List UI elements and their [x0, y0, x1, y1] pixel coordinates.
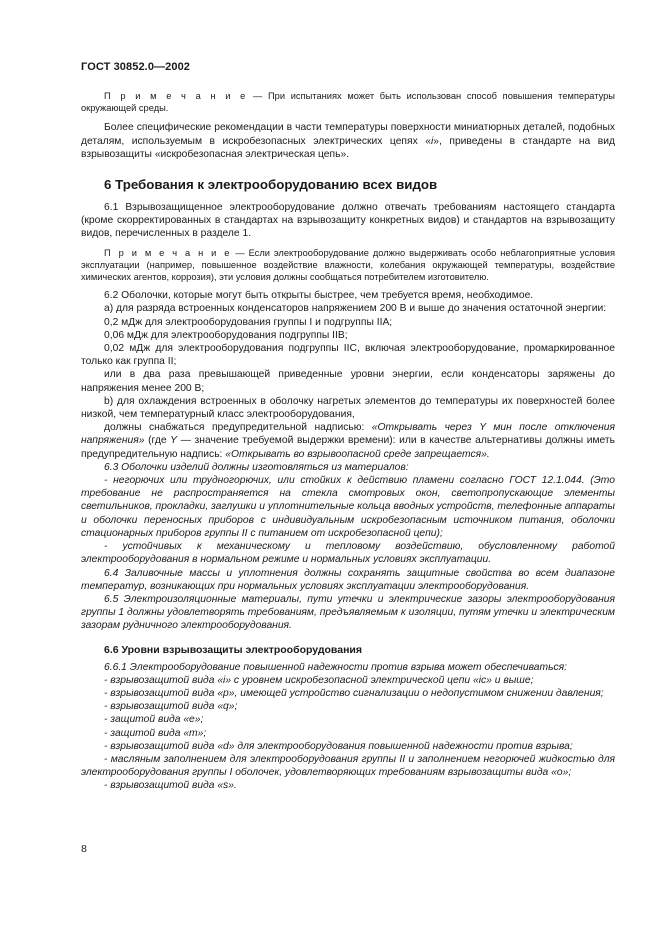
section-6-heading: 6 Требования к электрооборудованию всех видов	[104, 177, 438, 193]
warning-inscription: «Открывать через Y мин после отключения напряжения»	[81, 422, 615, 447]
list-item: - защитой вида «е»;	[104, 714, 204, 726]
note-label: П р и м е ч а н и е	[104, 247, 232, 258]
paragraph-6-6-1: 6.6.1 Электрооборудование повышенной надежности против взрыва может обеспечиваться:	[104, 661, 567, 673]
paragraph-6-3: 6.3 Оболочки изделий должны изготовляться из материалов:	[104, 461, 409, 473]
note-6-1	[81, 247, 615, 284]
paragraph-6-2-warning	[81, 421, 615, 461]
paragraph-6-2-a-4: или в два раза превышающей приведенные уровни энергии, если конденсаторы заряжены до напряжения менее 200 В;	[81, 369, 615, 394]
italic-symbol: i	[430, 135, 434, 147]
document-code-header: ГОСТ 30852.0—2002	[81, 61, 191, 73]
paragraph-text: должны снабжаться предупредительной надписью:	[104, 422, 372, 434]
paragraph-6-2-a-2: 0,06 мДж для электрооборудования подгруппы IIB;	[104, 329, 348, 341]
paragraph-6-5: 6.5 Электроизоляционные материалы, пути утечки и электрические зазоры электрооборудования группы 1 должны удовлетворять требованиям, предъявляемым к изоляции, путям утечки и электрическим зазорам рудничного электрооборудования.	[81, 593, 615, 632]
paragraph-text: — значение требуемой выдержки времени): или в качестве альтернативы должны иметь предупредительную надпись:	[81, 435, 615, 460]
paragraph-6-3-item-1: - негорючих или трудногорючих, или стойких к действию пламени согласно ГОСТ 12.1.044. (Это требование не распространяется на стекла смотровых окон, светопропускающие элементы светильников, прокладки, заглушки и уплотнительные кольца вводных устройств, телефонные аппараты и оболочки переносных приборов с индивидуальным искробезопасным источником питания, оболочки стационарных приборов группы II с питанием от искробезопасной цепи);	[81, 475, 615, 539]
paragraph-6-2-b: b) для охлаждения встроенных в оболочку нагретых элементов до температуры их поверхностей более низкой, чем температурный класс электрооборудования,	[81, 395, 615, 421]
paragraph-6-3-item-2: - устойчивых к механическому и тепловому воздействию, обусловленному работой электрооборудования в нормальном режиме и нормальных условиях эксплуатации.	[81, 541, 615, 566]
paragraph-6-2-a-3: 0,02 мДж для электрооборудования подгруппы IIC, включая электрооборудование, промаркированное только как группа II;	[81, 343, 615, 368]
paragraph-6-2: 6.2 Оболочки, которые могут быть открыты быстрее, чем требуется время, необходимое.	[104, 290, 534, 302]
paragraph-text: », приведены в стандарте на вид взрывозащиты «искробезопасная электрическая цепь».	[81, 135, 615, 160]
paragraph-text: (где	[144, 435, 171, 447]
note-text: — При испытаниях может быть использован способ повышения температуры окружающей среды.	[81, 91, 615, 114]
paragraph-6-2-a-1: 0,2 мДж для электрооборудования группы I и подгруппы IIA;	[104, 316, 393, 328]
note-temperature	[81, 90, 615, 114]
paragraph-text: Более специфические рекомендации в части температуры поверхности миниатюрных деталей, подобных деталям, используемым в искробезопасных электрических цепях «	[81, 122, 615, 147]
italic-symbol: Y	[170, 435, 178, 447]
note-label: П р и м е ч а н и е	[104, 91, 248, 101]
list-item: - взрывозащитой вида «i» с уровнем искробезопасной электрической цепи «ic» и выше;	[104, 674, 534, 686]
paragraph-specific-recommendations	[81, 121, 615, 161]
paragraph-6-2-a: а) для разряда встроенных конденсаторов напряжением 200 В и выше до значения остаточной энергии:	[104, 303, 607, 315]
section-6-6-heading: 6.6 Уровни взрывозащиты электрооборудования	[104, 643, 363, 656]
list-item: - масляным заполнением для электрооборудования группы II и заполнением негорючей жидкостью для электрооборудования группы I оболочек, удовлетворяющих требованиям взрывозащиты вида «о»;	[81, 753, 615, 779]
warning-inscription: «Открывать во взрывоопасной среде запрещается».	[225, 448, 490, 460]
list-item: - взрывозащитой вида «s».	[104, 780, 237, 792]
paragraph-6-4: 6.4 Заливочные массы и уплотнения должны сохранять защитные свойства во всем диапазоне температур, возникающих при нормальных условиях эксплуатации электрооборудования.	[81, 567, 615, 592]
list-item: - взрывозащитой вида «q»;	[104, 701, 238, 713]
page-content	[81, 90, 615, 793]
page-number: 8	[81, 843, 87, 855]
note-text: — Если электрооборудование должно выдерживать особо неблагоприятные условия эксплуатации (например, повышенное воздействие влажности, колебания окружающей температуры, воздействие химических агентов, коррозия), эти условия должны сообщаться потребителем изготовителю.	[81, 247, 615, 283]
list-item: - взрывозащитой вида «d» для электрооборудования повышенной надежности против взрыва;	[104, 740, 573, 752]
paragraph-6-1: 6.1 Взрывозащищенное электрооборудование должно отвечать требованиям настоящего стандарта (кроме скорректированных в стандартах на взрывозащиту конкретных видов) и стандартов на взрывозащиту видов, перечисленных в разделе 1.	[81, 202, 615, 240]
list-item: - взрывозащитой вида «р», имеющей устройство сигнализации о недопустимом снижении давления;	[104, 687, 604, 699]
list-item: - защитой вида «m»;	[104, 727, 207, 739]
